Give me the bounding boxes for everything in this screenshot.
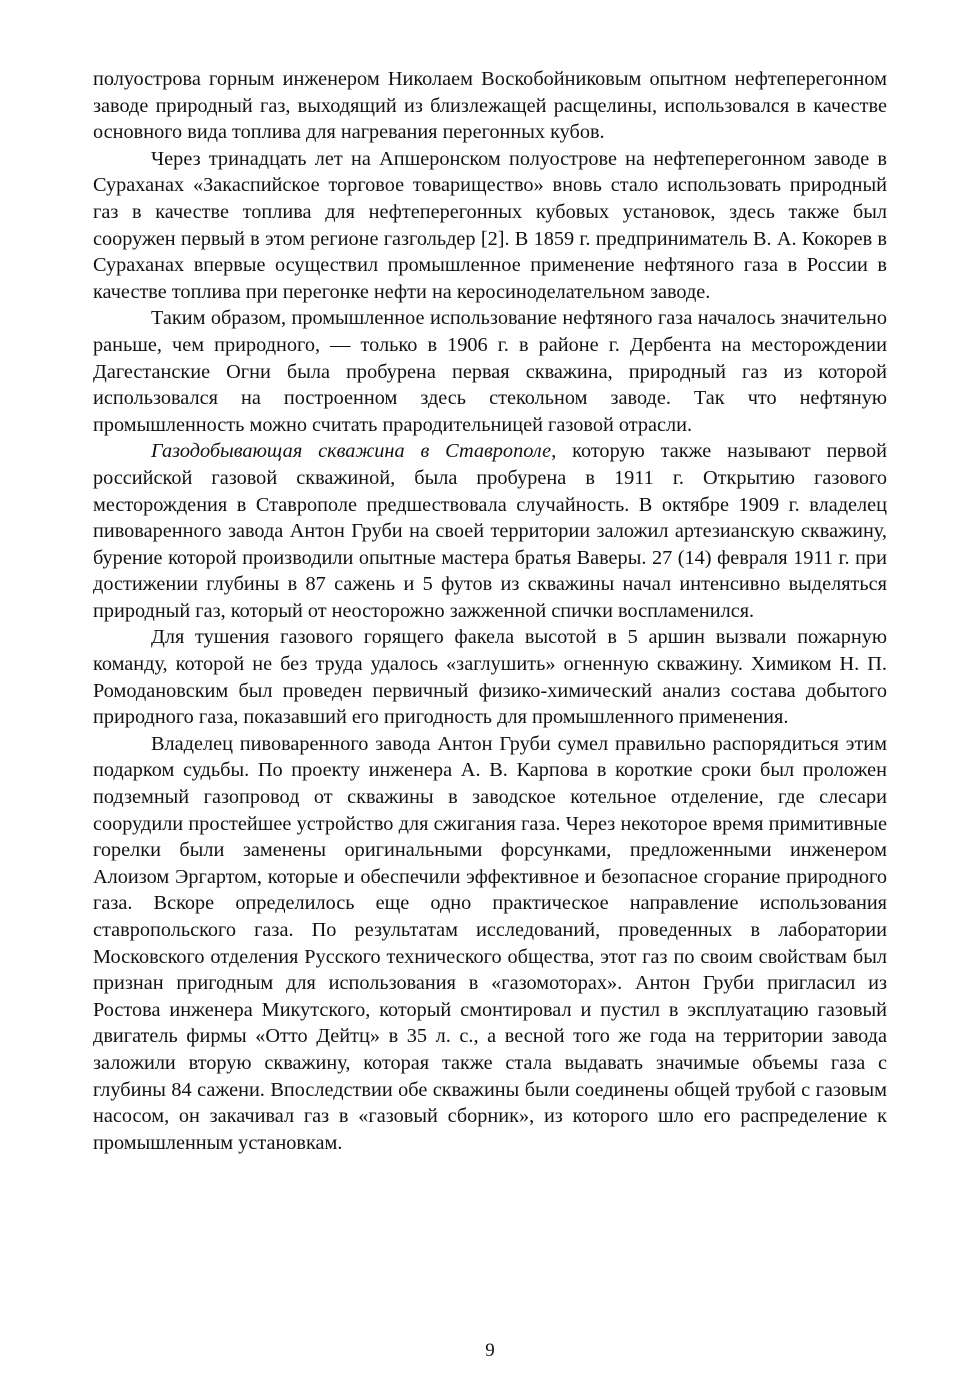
- paragraph-3: [93, 305, 887, 438]
- page-number: 9: [485, 1340, 495, 1361]
- document-body: [93, 66, 887, 1156]
- italic-term: Газодобывающая скважина в Ставрополе: [151, 440, 552, 463]
- paragraph-4: [93, 438, 887, 624]
- paragraph-text: Для тушения газового горящего факела высотой в 5 аршин вызвали пожарную команду, которой не без труда удалось «заглушить» огненную скважину. Химиком Н. П. Ромодановским был проведен первичный физико-химический анализ состава добытого природного газа, показавший его пригодность для промышленного применения.: [93, 626, 887, 729]
- paragraph-5: [93, 624, 887, 730]
- paragraph-text: Через тринадцать лет на Апшеронском полуострове на нефтеперегонном заводе в Сураханах «Закаспийское торговое товарищество» вновь стало использовать природный газ в качестве топлива для нефтеперегонных кубовых установок, здесь также был сооружен первый в этом регионе газгольдер [2]. В 1859 г. предприниматель В. А. Кокорев в Сураханах впервые осуществил промышленное применение нефтяного газа в России в качестве топлива при перегонке нефти на керосиноделательном заводе.: [93, 147, 887, 303]
- paragraph-text: Таким образом, промышленное использование нефтяного газа началось значительно раньше, чем природного, — только в 1906 г. в районе г. Дербента на месторождении Дагестанские Огни была пробурена первая скважина, природный газ из которой использовался на построенном здесь стекольном заводе. Так что нефтяную промышленность можно считать прародительницей газовой отрасли.: [93, 307, 887, 436]
- paragraph-text: , которую также называют первой российской газовой скважиной, была пробурена в 1911 г. Открытию газового месторождения в Ставрополе предшествовала случайность. В октябре 1909 г. владелец пивоваренного завода Антон Груби на своей территории заложил артезианскую скважину, бурение которой производили опытные мастера братья Ваверы. 27 (14) февраля 1911 г. при достижении глубины в 87 сажень и 5 футов из скважины начал интенсивно выделяться природный газ, который от неосторожно зажженной спички воспламенился.: [93, 440, 887, 622]
- paragraph-text: Владелец пивоваренного завода Антон Груби сумел правильно распорядиться этим подарком судьбы. По проекту инженера А. В. Карпова в короткие сроки был проложен подземный газопровод от скважины в заводское котельное отделение, где слесари соорудили простейшее устройство для сжигания газа. Через некоторое время примитивные горелки были заменены оригинальными форсунками, предложенными инженером Алоизом Эргартом, которые и обеспечили эффективное и безопасное сгорание природного газа. Вскоре определилось еще одно практическое направление использования ставропольского газа. По результатам исследований, проведенных в лаборатории Московского отделения Русского технического общества, этот газ по своим свойствам был признан пригодным для использования в «газомоторах». Антон Груби пригласил из Ростова инженера Микутского, который смонтировал и пустил в эксплуатацию газовый двигатель фирмы «Отто Дейтц» в 35 л. с., а весной того же года на территории завода заложили вторую скважину, которая также стала выдавать значимые объемы газа с глубины 84 сажени. Впоследствии обе скважины были соединены общей трубой с газовым насосом, он закачивал газ в «газовый сборник», из которого шло его распределение к промышленным установкам.: [93, 732, 887, 1154]
- paragraph-6: [93, 731, 887, 1157]
- paragraph-1: [93, 66, 887, 146]
- paragraph-text: полуострова горным инженером Николаем Воскобойниковым опытном нефтеперегонном заводе природный газ, выходящий из близлежащей расщелины, использовался в качестве основного вида топлива для нагревания перегонных кубов.: [93, 68, 887, 144]
- paragraph-2: [93, 146, 887, 306]
